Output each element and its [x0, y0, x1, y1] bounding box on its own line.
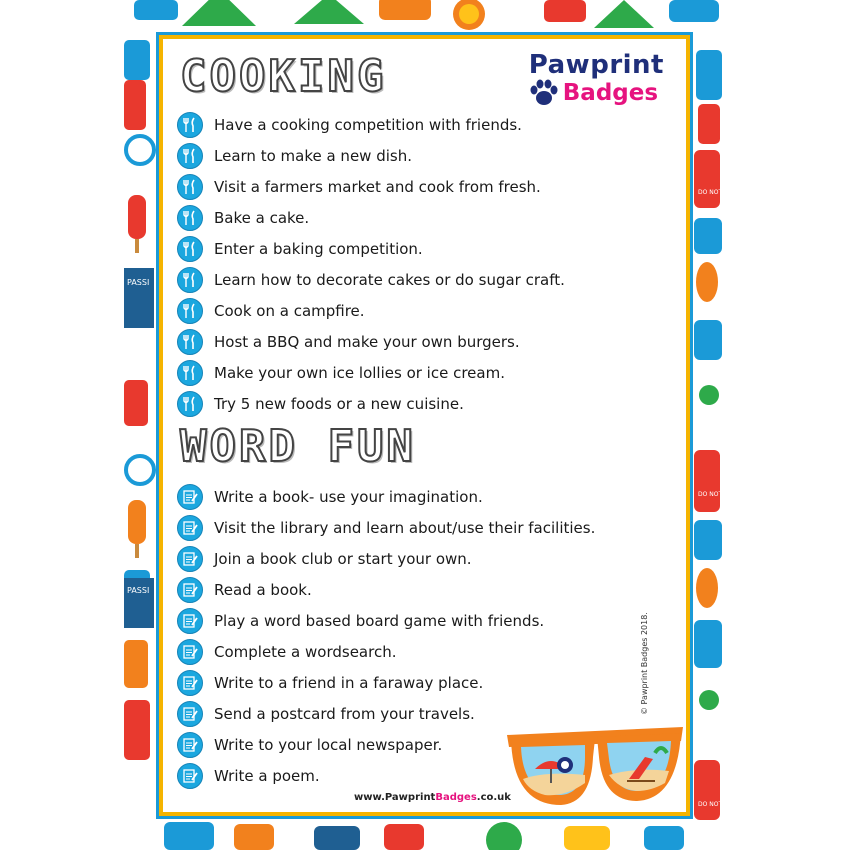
- list-item: [177, 605, 595, 636]
- list-item: [177, 357, 565, 388]
- notepad-pencil-icon: [177, 701, 203, 727]
- fork-knife-icon: [177, 298, 203, 324]
- list-item: [177, 388, 565, 419]
- notepad-pencil-icon: [177, 515, 203, 541]
- copyright-notice: © Pawprint Badges 2018.: [640, 612, 649, 715]
- list-item-text: Read a book.: [214, 580, 312, 599]
- fork-knife-icon: [177, 174, 203, 200]
- pawprint-badges-logo: [529, 51, 664, 107]
- fork-knife-icon: [177, 205, 203, 231]
- list-item-text: Write a poem.: [214, 766, 320, 785]
- list-item-text: Try 5 new foods or a new cuisine.: [214, 394, 464, 413]
- content-card: [163, 39, 686, 812]
- notepad-pencil-icon: [177, 763, 203, 789]
- list-item-text: Play a word based board game with friends.: [214, 611, 545, 630]
- ice-lolly-icon: [128, 195, 146, 558]
- fork-knife-icon: [177, 236, 203, 262]
- logo-wordmark-top: Pawprint: [528, 50, 664, 80]
- notepad-pencil-icon: [177, 577, 203, 603]
- svg-text:DO NOT: DO NOT: [698, 801, 723, 808]
- logo-wordmark-bottom: Badges: [562, 80, 659, 106]
- list-item: [177, 233, 565, 264]
- fork-knife-icon: [177, 267, 203, 293]
- list-item-text: Visit a farmers market and cook from fresh.: [214, 177, 541, 196]
- section-heading-cooking: COOKING: [180, 51, 387, 102]
- fork-knife-icon: [177, 143, 203, 169]
- list-item: [177, 202, 565, 233]
- list-item: [177, 171, 565, 202]
- notepad-pencil-icon: [177, 732, 203, 758]
- list-item: [177, 636, 595, 667]
- notepad-pencil-icon: [177, 639, 203, 665]
- sun-icon: [453, 0, 485, 30]
- list-item-text: Send a postcard from your travels.: [214, 704, 475, 723]
- list-item-text: Have a cooking competition with friends.: [214, 115, 522, 134]
- list-item: [177, 667, 595, 698]
- list-item-text: Complete a wordsearch.: [214, 642, 397, 661]
- list-item: [177, 295, 565, 326]
- list-item: [177, 574, 595, 605]
- notepad-pencil-icon: [177, 670, 203, 696]
- list-item-text: Write a book- use your imagination.: [214, 487, 483, 506]
- list-item-text: Write to a friend in a faraway place.: [214, 673, 484, 692]
- paw-icon: [529, 79, 559, 107]
- list-item-text: Join a book club or start your own.: [214, 549, 472, 568]
- list-item-text: Bake a cake.: [214, 208, 310, 227]
- list-item-text: Learn to make a new dish.: [214, 146, 412, 165]
- website-url-suffix: .co.uk: [476, 792, 511, 803]
- notepad-pencil-icon: [177, 546, 203, 572]
- list-item: [177, 543, 595, 574]
- list-item-text: Make your own ice lollies or ice cream.: [214, 363, 505, 382]
- notepad-pencil-icon: [177, 608, 203, 634]
- svg-text:PASSI: PASSI: [127, 278, 150, 287]
- website-url-brand: Badges: [435, 792, 477, 803]
- notepad-pencil-icon: [177, 484, 203, 510]
- svg-text:PASSI: PASSI: [127, 586, 150, 595]
- fork-knife-icon: [177, 329, 203, 355]
- list-item-text: Enter a baking competition.: [214, 239, 423, 258]
- list-item-text: Cook on a campfire.: [214, 301, 365, 320]
- website-url-prefix: www.Pawprint: [354, 792, 436, 803]
- list-item: [177, 326, 565, 357]
- list-item: [177, 481, 595, 512]
- sunglasses-icon: [505, 713, 685, 813]
- fork-knife-icon: [177, 360, 203, 386]
- list-item: [177, 140, 565, 171]
- fork-knife-icon: [177, 391, 203, 417]
- svg-text:DO NOT: DO NOT: [698, 189, 723, 196]
- list-item-text: Learn how to decorate cakes or do sugar craft.: [214, 270, 565, 289]
- cooking-list: [177, 109, 565, 419]
- fork-knife-icon: [177, 112, 203, 138]
- list-item: [177, 512, 595, 543]
- list-item: [177, 109, 565, 140]
- svg-text:DO NOT: DO NOT: [698, 491, 723, 498]
- website-url: [354, 792, 511, 803]
- list-item-text: Host a BBQ and make your own burgers.: [214, 332, 520, 351]
- list-item-text: Write to your local newspaper.: [214, 735, 443, 754]
- section-heading-word-fun: WORD FUN: [180, 421, 416, 472]
- list-item-text: Visit the library and learn about/use their facilities.: [214, 518, 596, 537]
- content-frame: [156, 32, 693, 819]
- list-item: [177, 264, 565, 295]
